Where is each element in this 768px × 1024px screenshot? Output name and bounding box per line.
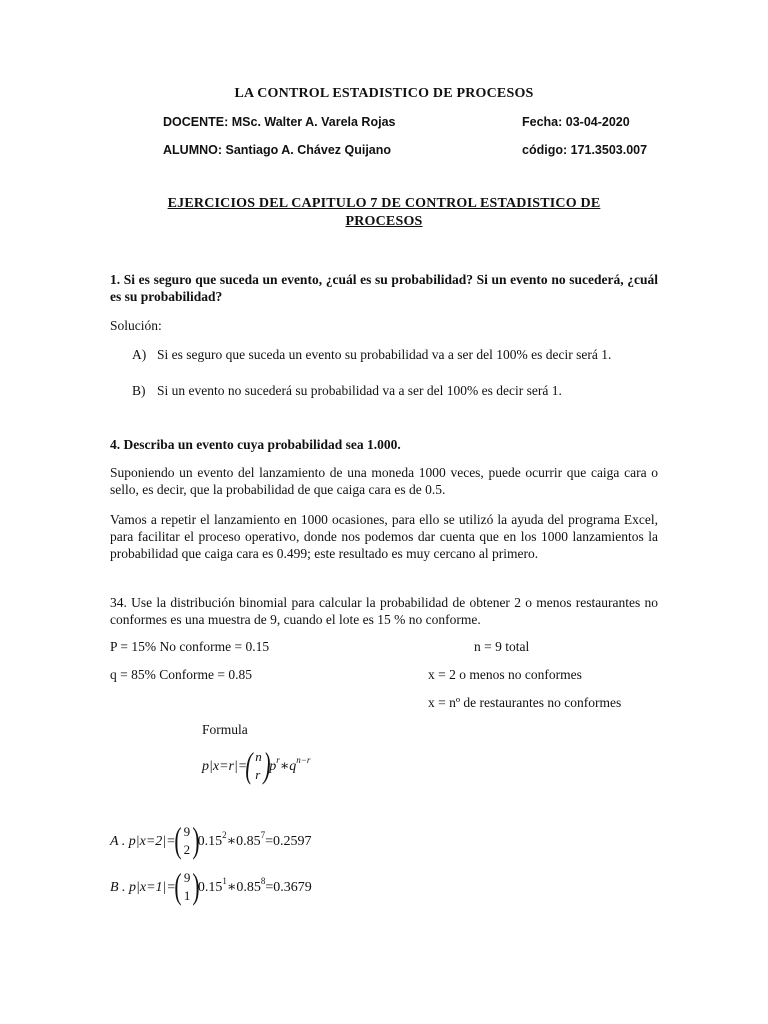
section-title-line2: PROCESOS [345, 214, 423, 229]
binom-r: 2 [183, 842, 191, 857]
document-title: LA CONTROL ESTADISTICO DE PROCESOS [234, 86, 534, 101]
calc-a-star: ∗ [226, 834, 237, 850]
list-item-text: Si es seguro que suceda un evento su probabilidad va a ser del 100% es decir será 1. [157, 347, 612, 362]
list-item [132, 346, 658, 363]
calc-b-exp1: 1 [222, 876, 227, 887]
question-4: 4. Describa un evento cuya probabilidad sea 1.000. [110, 437, 401, 452]
calc-a-result: =0.2597 [265, 834, 312, 850]
codigo-label: código: 171.3503.007 [522, 143, 648, 157]
binom-n: n [255, 749, 262, 764]
fecha-label: Fecha: 03-04-2020 [522, 115, 630, 129]
binomial-formula [202, 745, 311, 786]
n-value-line: n = 9 total [474, 639, 530, 654]
list-marker: A) [132, 347, 147, 362]
binom-r: r [255, 767, 261, 782]
binom-n: 9 [183, 824, 191, 839]
calc-a-lhs: A . p|x=2|= [110, 834, 176, 850]
list-item [132, 382, 658, 399]
docente-label: DOCENTE: MSc. Walter A. Varela Rojas [163, 115, 396, 129]
calc-b-star: ∗ [226, 880, 237, 896]
calculation-a [110, 820, 312, 861]
q4-paragraph-2: Vamos a repetir el lanzamiento en 1000 ocasiones, para ello se utilizó la ayuda del programa Excel, para facilitar el proceso operativo, donde nos podemos dar cuenta que en los 1000 lanzamientos la probabilidad que caiga cara es 0.499; este resultado es muy cercano al primero. [110, 512, 658, 561]
calc-b-lhs: B . p|x=1|= [110, 880, 176, 896]
formula-star: ∗ [279, 759, 290, 775]
calculation-b [110, 866, 312, 907]
calc-a-base1: 0.15 [197, 834, 223, 850]
q4-paragraph-1: Suponiendo un evento del lanzamiento de una moneda 1000 veces, puede ocurrir que caiga cara o sello, es decir, que la probabilidad de que caiga cara es de 0.5. [110, 465, 658, 497]
calc-a-exp2: 7 [260, 830, 266, 841]
formula-q-exponent: n−r [296, 755, 311, 766]
list-item-text: Si un evento no sucederá su probabilidad va a ser del 100% es decir será 1. [157, 383, 562, 398]
list-marker: B) [132, 383, 146, 398]
solucion-label: Solución: [110, 318, 162, 333]
formula-q: q [289, 759, 297, 775]
calc-a-exp1: 2 [222, 830, 227, 841]
calc-b-exp2: 8 [260, 876, 266, 887]
calc-b-base1: 0.15 [197, 880, 223, 896]
binomial-coefficient: ( 9 1 ) [174, 866, 200, 906]
calc-a-base2: 0.85 [236, 834, 261, 850]
x-definition-line-2: x = nº de restaurantes no conformes [428, 695, 622, 710]
p-value-line: P = 15% No conforme = 0.15 [110, 639, 270, 654]
binomial-coefficient: ( 9 2 ) [174, 820, 200, 860]
q-value-line: q = 85% Conforme = 0.85 [110, 667, 252, 682]
question-1: 1. Si es seguro que suceda un evento, ¿cuál es su probabilidad? Si un evento no sucederá, ¿cuál es su probabilidad? [110, 272, 658, 304]
binom-n: 9 [183, 870, 191, 885]
formula-label: Formula [202, 722, 248, 737]
calc-b-result: =0.3679 [265, 880, 312, 896]
formula-p: p [269, 759, 277, 775]
binomial-coefficient: ( n r ) [245, 745, 271, 785]
binom-r: 1 [183, 888, 191, 903]
question-34: 34. Use la distribución binomial para calcular la probabilidad de obtener 2 o menos restaurantes no conformes es una muestra de 9, cuando el lote es 15 % no conforme. [110, 595, 658, 627]
x-definition-line-1: x = 2 o menos no conformes [428, 667, 582, 682]
formula-lhs: p|x=r|= [202, 759, 248, 775]
formula-p-exponent: r [276, 755, 280, 766]
calc-b-base2: 0.85 [236, 880, 261, 896]
section-title-line1: EJERCICIOS DEL CAPITULO 7 DE CONTROL ESTADISTICO DE [167, 196, 601, 211]
alumno-label: ALUMNO: Santiago A. Chávez Quijano [163, 143, 392, 157]
